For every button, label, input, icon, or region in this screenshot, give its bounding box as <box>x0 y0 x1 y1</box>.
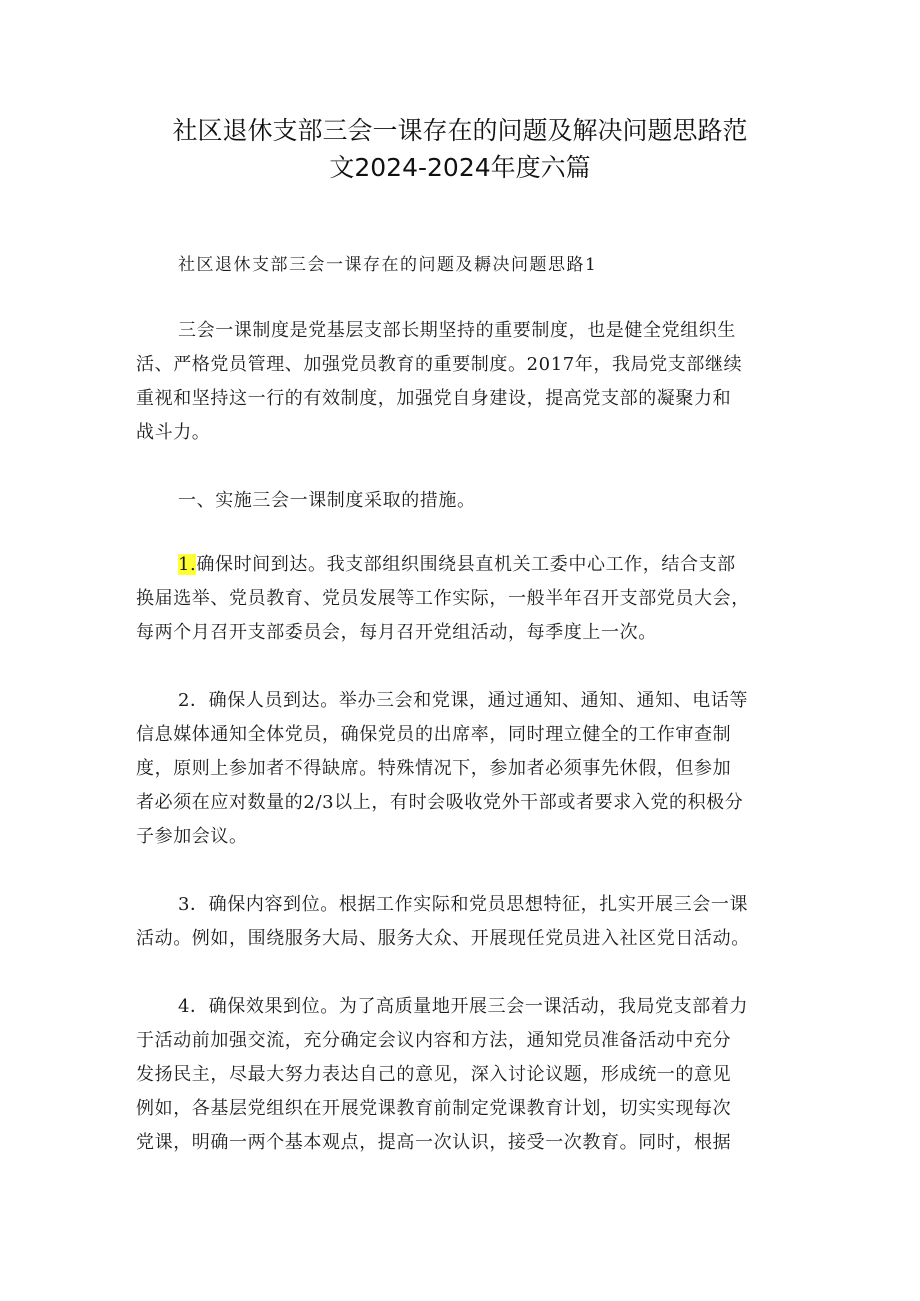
paragraph-line-text: 确保时间到达。我支部组织围绕县直机关工委中心工作，结合支部 <box>196 554 736 575</box>
title-line-2: 文2024-2024年度六篇 <box>329 153 591 182</box>
paragraph-line: 于活动前加强交流，充分确定会议内容和方法，通知党员准备活动中充分 <box>136 1030 732 1051</box>
item-4-paragraph <box>136 990 796 1160</box>
paragraph-line: 者必须在应对数量的2/3以上，有时会吸收党外干部或者要求入党的积极分 <box>136 792 744 813</box>
paragraph-line: 4．确保效果到位。为了高质量地开展三会一课活动，我局党支部着力 <box>178 996 749 1017</box>
paragraph-line: 子参加会议。 <box>136 826 248 847</box>
item-3-paragraph <box>136 888 796 956</box>
paragraph-line <box>136 548 796 582</box>
paragraph-line: 度，原则上参加者不得缺席。特殊情况下，参加者必须事先休假，但参加 <box>136 758 732 779</box>
paragraph-line: 战斗力。 <box>136 422 211 443</box>
highlighted-number: 1. <box>178 554 197 575</box>
paragraph-line: 每两个月召开支部委员会，每月召开党组活动，每季度上一次。 <box>136 622 657 643</box>
document-title <box>140 112 780 186</box>
paragraph-line: 信息媒体通知全体党员，确保党员的出席率，同时理立健全的工作审查制 <box>136 724 732 745</box>
paragraph-line: 一、实施三会一课制度采取的措施。 <box>178 490 476 511</box>
item-1-paragraph <box>136 548 796 650</box>
item-2-paragraph <box>136 684 796 854</box>
paragraph-line: 活、严格党员管理、加强党员教育的重要制度。2017年，我局党支部继续 <box>136 354 743 375</box>
paragraph-line: 三会一课制度是党基层支部长期坚持的重要制度，也是健全党组织生 <box>178 320 736 341</box>
title-line-1: 社区退休支部三会一课存在的问题及解决问题思路范 <box>172 116 748 145</box>
paragraph-line: 例如，各基层党组织在开展党课教育前制定党课教育计划，切实实现每次 <box>136 1098 732 1119</box>
paragraph-line: 发扬民主，尽最大努力表达自己的意见，深入讨论议题，形成统一的意见 <box>136 1064 732 1085</box>
paragraph-line: 3．确保内容到位。根据工作实际和党员思想特征，扎实开展三会一课 <box>178 894 749 915</box>
paragraph-line: 活动。例如，围绕服务大局、服务大众、开展现任党员进入社区党日活动。 <box>136 928 750 949</box>
paragraph-line: 重视和坚持这一行的有效制度，加强党自身建设，提高党支部的凝聚力和 <box>136 388 732 409</box>
section-heading: 社区退休支部三会一课存在的问题及耨决问题思路1 <box>178 255 598 275</box>
paragraph-intro <box>136 314 796 450</box>
paragraph-line: 党课，明确一两个基本观点，提高一次认识，接受一次教育。同时，根据 <box>136 1132 732 1153</box>
paragraph-line: 换届选举、党员教育、党员发展等工作实际，一般半年召开支部党员大会， <box>136 588 750 609</box>
paragraph-line: 2．确保人员到达。举办三会和党课，通过通知、通知、通知、电话等 <box>178 690 749 711</box>
measures-heading <box>136 484 796 518</box>
